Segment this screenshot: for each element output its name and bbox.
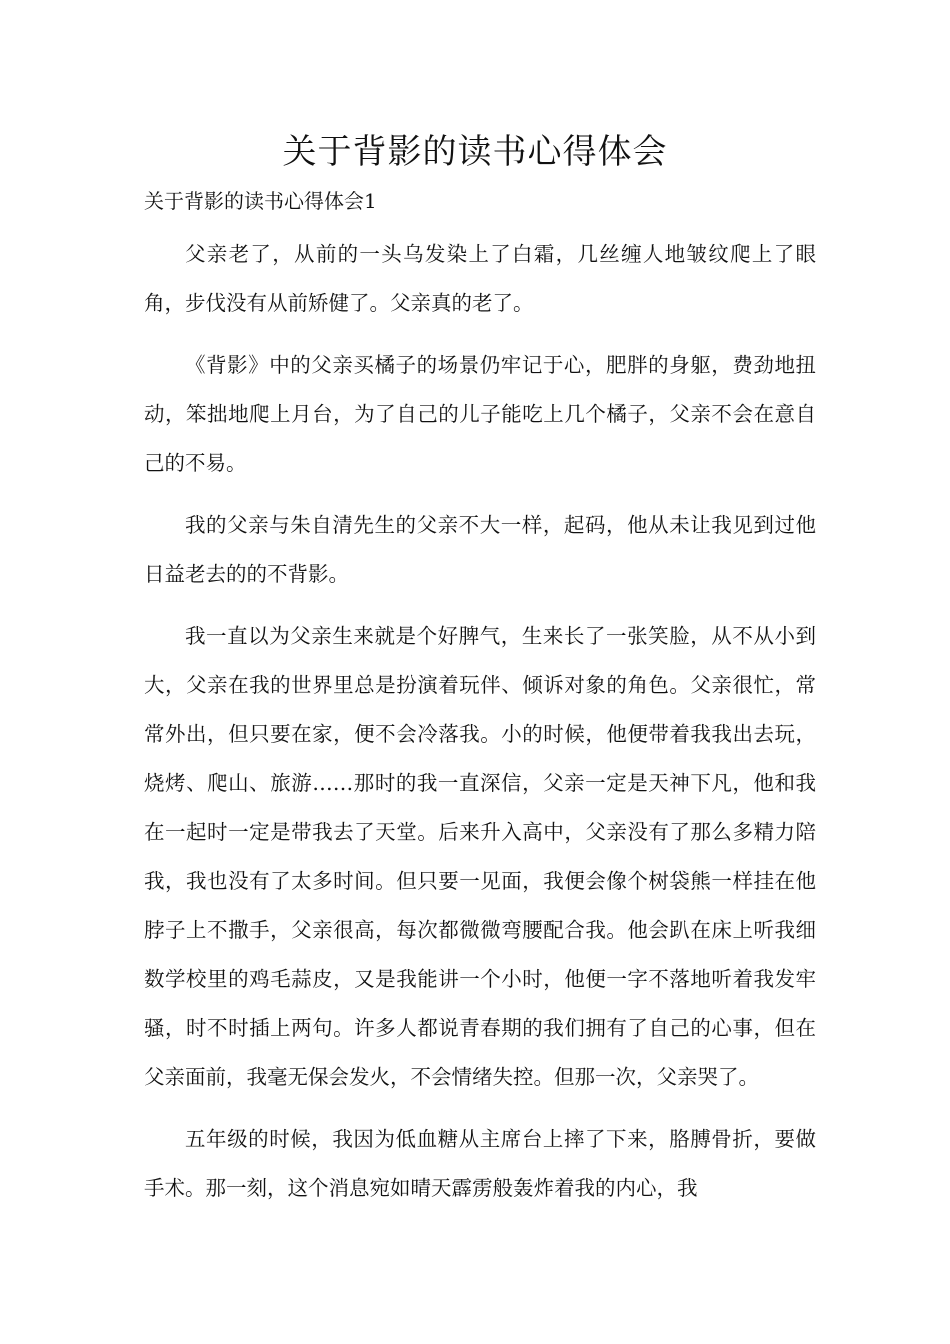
paragraph-4: 我一直以为父亲生来就是个好脾气，生来长了一张笑脸，从不从小到大，父亲在我的世界里总是扮演着玩伴、倾诉对象的角色。父亲很忙，常常外出，但只要在家，便不会冷落我。小的时候，他便带着我我出去玩，烧烤、爬山、旅游……那时的我一直深信，父亲一定是天神下凡，他和我在一起时一定是带我去了天堂。后来升入高中，父亲没有了那么多精力陪我，我也没有了太多时间。但只要一见面，我便会像个树袋熊一样挂在他脖子上不撒手，父亲很高，每次都微微弯腰配合我。他会趴在床上听我细数学校里的鸡毛蒜皮，又是我能讲一个小时，他便一字不落地听着我发牢骚，时不时插上两句。许多人都说青春期的我们拥有了自己的心事，但在父亲面前，我毫无保会发火，不会情绪失控。但那一次，父亲哭了。: [144, 624, 816, 1089]
document-title: 关于背影的读书心得体会: [282, 132, 668, 172]
paragraph-3: 我的父亲与朱自清先生的父亲不大一样，起码，他从未让我见到过他日益老去的的不背影。: [144, 513, 816, 586]
document-subtitle: 关于背影的读书心得体会1: [144, 189, 377, 213]
paragraph-1: 父亲老了，从前的一头乌发染上了白霜，几丝缠人地皱纹爬上了眼角，步伐没有从前矫健了。父亲真的老了。: [144, 242, 816, 315]
document-body: [144, 230, 816, 1226]
paragraph-2: 《背影》中的父亲买橘子的场景仍牢记于心，肥胖的身躯，费劲地扭动，笨拙地爬上月台，为了自己的儿子能吃上几个橘子，父亲不会在意自己的不易。: [144, 353, 816, 475]
paragraph-5: 五年级的时候，我因为低血糖从主席台上摔了下来，胳膊骨折，要做手术。那一刻，这个消息宛如晴天霹雳般轰炸着我的内心，我: [144, 1127, 816, 1200]
